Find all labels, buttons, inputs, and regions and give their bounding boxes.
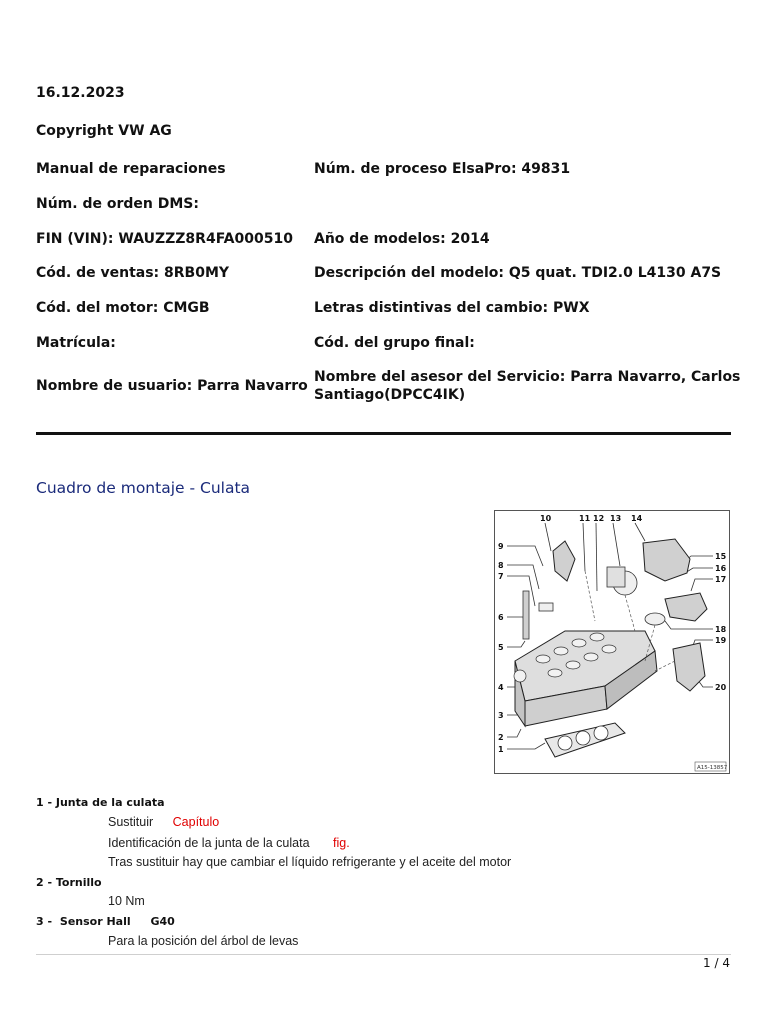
vin: FIN (VIN): WAUZZZ8R4FA000510 [36, 231, 293, 247]
item-3-name: Sensor Hall [59, 915, 131, 928]
callout-15: 15 [715, 552, 727, 561]
callout-8: 8 [498, 561, 504, 570]
callout-7: 7 [498, 572, 504, 581]
sales-code: Cód. de ventas: 8RB0MY [36, 265, 230, 281]
manual-label: Manual de reparaciones [36, 161, 226, 177]
license-plate: Matrícula: [36, 335, 116, 351]
cylinder-head-diagram [494, 510, 730, 774]
callout-4: 4 [498, 683, 504, 692]
footer-divider [36, 954, 731, 955]
callout-14: 14 [631, 514, 643, 523]
callout-17: 17 [715, 575, 727, 584]
callout-16: 16 [715, 564, 727, 573]
page-number: 1 / 4 [703, 956, 730, 970]
figure-ref: A15-13857 [697, 765, 728, 771]
item-2-title: 2 - Tornillo [36, 876, 102, 889]
item-3-number: 3 - [36, 915, 53, 928]
callout-18: 18 [715, 625, 727, 634]
service-advisor-line2: Santiago(DPCC4IK) [314, 387, 466, 403]
dms-order: Núm. de orden DMS: [36, 196, 199, 212]
engine-code: Cód. del motor: CMGB [36, 300, 210, 316]
callout-2: 2 [498, 733, 504, 742]
item-3-description: Para la posición del árbol de levas [108, 934, 299, 948]
copyright: Copyright VW AG [36, 123, 172, 139]
chapter-link[interactable]: Capítulo [172, 815, 220, 829]
section-title: Cuadro de montaje - Culata [36, 479, 251, 497]
header-divider [36, 432, 731, 435]
item-1-line-1 [108, 815, 219, 829]
item-1-id-text: Identificación de la junta de la culata [108, 836, 310, 850]
callout-20: 20 [715, 683, 727, 692]
item-1-title: 1 - Junta de la culata [36, 796, 165, 809]
callout-10: 10 [540, 514, 552, 523]
item-1-line-2 [108, 836, 350, 850]
callout-13: 13 [610, 514, 622, 523]
item-1-replace-text: Sustituir [108, 815, 154, 829]
final-drive-code: Cód. del grupo final: [314, 335, 475, 351]
item-2-torque: 10 Nm [108, 894, 145, 908]
print-date: 16.12.2023 [36, 85, 125, 101]
gearbox-code: Letras distintivas del cambio: PWX [314, 300, 590, 316]
item-1-line-3: Tras sustituir hay que cambiar el líquido refrigerante y el aceite del motor [108, 855, 512, 869]
callout-12: 12 [593, 514, 605, 523]
item-3-title [36, 915, 175, 928]
callout-6: 6 [498, 613, 504, 622]
callout-19: 19 [715, 636, 727, 645]
callout-1: 1 [498, 745, 504, 754]
figure-link[interactable]: fig. [333, 836, 350, 850]
callout-5: 5 [498, 643, 504, 652]
exploded-view-drawing [495, 511, 729, 773]
model-year: Año de modelos: 2014 [314, 231, 490, 247]
service-advisor-line1: Nombre del asesor del Servicio: Parra Navarro, Carlos [314, 369, 741, 385]
model-description: Descripción del modelo: Q5 quat. TDI2.0 L4130 A7S [314, 265, 722, 281]
callout-9: 9 [498, 542, 504, 551]
callout-11: 11 [579, 514, 591, 523]
item-3-code: G40 [150, 915, 175, 928]
user-name: Nombre de usuario: Parra Navarro [36, 378, 308, 394]
process-number: Núm. de proceso ElsaPro: 49831 [314, 161, 571, 177]
callout-3: 3 [498, 711, 504, 720]
